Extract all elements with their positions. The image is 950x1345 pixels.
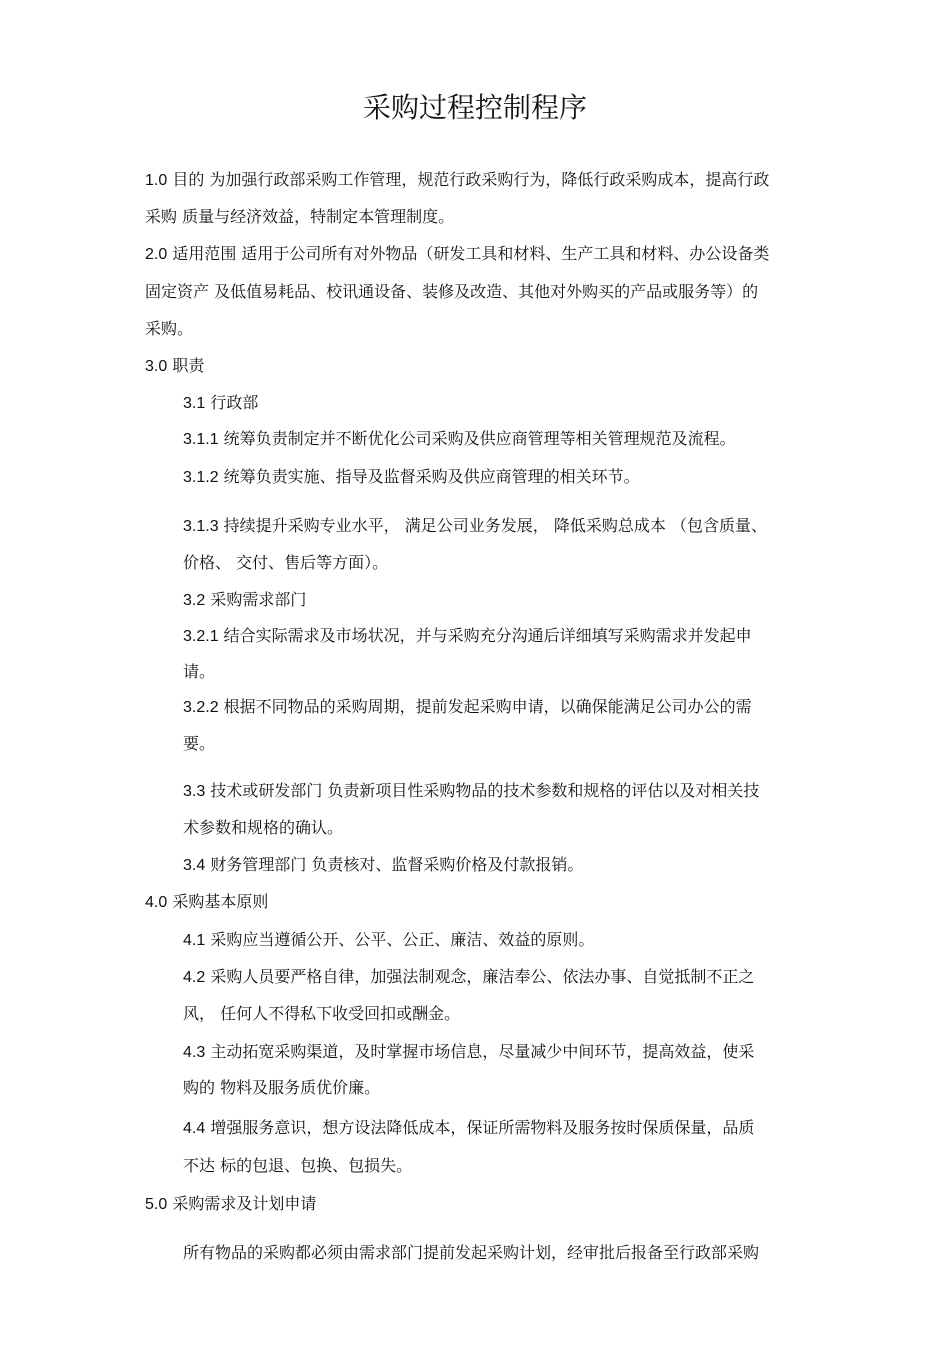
line-3-2 [183, 589, 306, 612]
section-number: 3.4 [183, 857, 206, 874]
line-text: 技术或研发部门 负责新项目性采购物品的技术参数和规格的评估以及对相关技 [205, 781, 760, 800]
line-5-0-body [183, 1242, 759, 1264]
line-3-3-cont [183, 817, 343, 839]
line-text: 请。 [183, 662, 216, 681]
line-1-0-cont [145, 206, 454, 228]
line-2-0 [145, 243, 769, 266]
line-4-4-cont [183, 1155, 412, 1177]
line-3-4 [183, 854, 583, 877]
line-3-2-1 [183, 625, 752, 648]
line-text: 术参数和规格的确认。 [183, 818, 344, 837]
section-number: 4.4 [183, 1120, 206, 1137]
line-2-0-cont-2 [145, 318, 193, 340]
line-4-0 [145, 891, 268, 914]
line-3-2-1-cont [183, 661, 215, 683]
line-text: 采购 质量与经济效益，特制定本管理制度。 [145, 207, 455, 226]
line-4-1 [183, 929, 594, 952]
line-4-2-cont [183, 1003, 460, 1025]
line-3-2-2-cont [183, 733, 215, 755]
line-3-1-3-cont [183, 552, 388, 574]
section-number: 5.0 [145, 1196, 168, 1213]
line-text: 采购基本原则 [167, 892, 269, 911]
line-3-3 [183, 780, 759, 803]
line-text: 采购。 [145, 319, 194, 338]
line-text: 采购需求部门 [205, 590, 307, 609]
line-text: 采购需求及计划申请 [167, 1194, 317, 1213]
section-number: 3.2.1 [183, 628, 219, 645]
section-number: 1.0 [145, 172, 168, 189]
document-title: 采购过程控制程序 [362, 91, 587, 124]
line-text: 持续提升采购专业水平， 满足公司业务发展， 降低采购总成本 （包含质量、 [218, 516, 767, 535]
line-5-0 [145, 1193, 316, 1216]
section-number: 4.2 [183, 969, 206, 986]
section-number: 3.2 [183, 592, 206, 609]
section-number: 3.1 [183, 395, 206, 412]
line-text: 结合实际需求及市场状况，并与采购充分沟通后详细填写采购需求并发起申 [218, 626, 752, 645]
section-number: 3.0 [145, 358, 168, 375]
line-3-1-3 [183, 515, 767, 538]
line-1-0 [145, 169, 769, 192]
line-3-1-2 [183, 466, 640, 489]
line-text: 根据不同物品的采购周期，提前发起采购申请，以确保能满足公司办公的需 [218, 697, 752, 716]
line-text: 目的 为加强行政部采购工作管理，规范行政采购行为，降低行政采购成本，提高行政 [167, 170, 770, 189]
section-number: 4.3 [183, 1044, 206, 1061]
section-number: 3.1.2 [183, 469, 219, 486]
line-text: 统筹负责制定并不断优化公司采购及供应商管理等相关管理规范及流程。 [218, 429, 736, 448]
section-number: 3.1.1 [183, 431, 219, 448]
line-text: 行政部 [205, 393, 259, 412]
line-text: 风， 任何人不得私下收受回扣或酬金。 [183, 1004, 461, 1023]
line-text: 财务管理部门 负责核对、监督采购价格及付款报销。 [205, 855, 584, 874]
line-text: 增强服务意识，想方设法降低成本，保证所需物料及服务按时保质保量，品质 [205, 1118, 755, 1137]
section-number: 2.0 [145, 246, 168, 263]
line-4-3-cont [183, 1077, 380, 1099]
line-text: 所有物品的采购都必须由需求部门提前发起采购计划，经审批后报备至行政部采购 [183, 1243, 760, 1262]
line-text: 价格、 交付、售后等方面）。 [183, 553, 389, 572]
line-text: 要。 [183, 734, 216, 753]
line-4-2 [183, 966, 754, 989]
line-text: 不达 标的包退、包换、包损失。 [183, 1156, 413, 1175]
section-number: 3.1.3 [183, 518, 219, 535]
line-text: 购的 物料及服务质优价廉。 [183, 1078, 381, 1097]
section-number: 4.0 [145, 894, 168, 911]
line-text: 主动拓宽采购渠道，及时掌握市场信息，尽量减少中间环节，提高效益，使采 [205, 1042, 755, 1061]
line-4-3 [183, 1041, 754, 1064]
line-text: 适用范围 适用于公司所有对外物品（研发工具和材料、生产工具和材料、办公设备类 [167, 244, 770, 263]
line-3-0 [145, 355, 204, 378]
line-3-2-2 [183, 696, 752, 719]
line-2-0-cont [145, 281, 758, 303]
line-4-4 [183, 1117, 754, 1140]
section-number: 3.3 [183, 783, 206, 800]
line-text: 采购人员要严格自律，加强法制观念，廉洁奉公、依法办事、自觉抵制不正之 [205, 967, 755, 986]
line-text: 统筹负责实施、指导及监督采购及供应商管理的相关环节。 [218, 467, 640, 486]
section-number: 3.2.2 [183, 699, 219, 716]
line-3-1-1 [183, 428, 736, 451]
line-3-1 [183, 392, 258, 415]
line-text: 采购应当遵循公开、公平、公正、廉洁、效益的原则。 [205, 930, 595, 949]
line-text: 固定资产 及低值易耗品、校讯通设备、装修及改造、其他对外购买的产品或服务等）的 [145, 282, 759, 301]
section-number: 4.1 [183, 932, 206, 949]
line-text: 职责 [167, 356, 205, 375]
